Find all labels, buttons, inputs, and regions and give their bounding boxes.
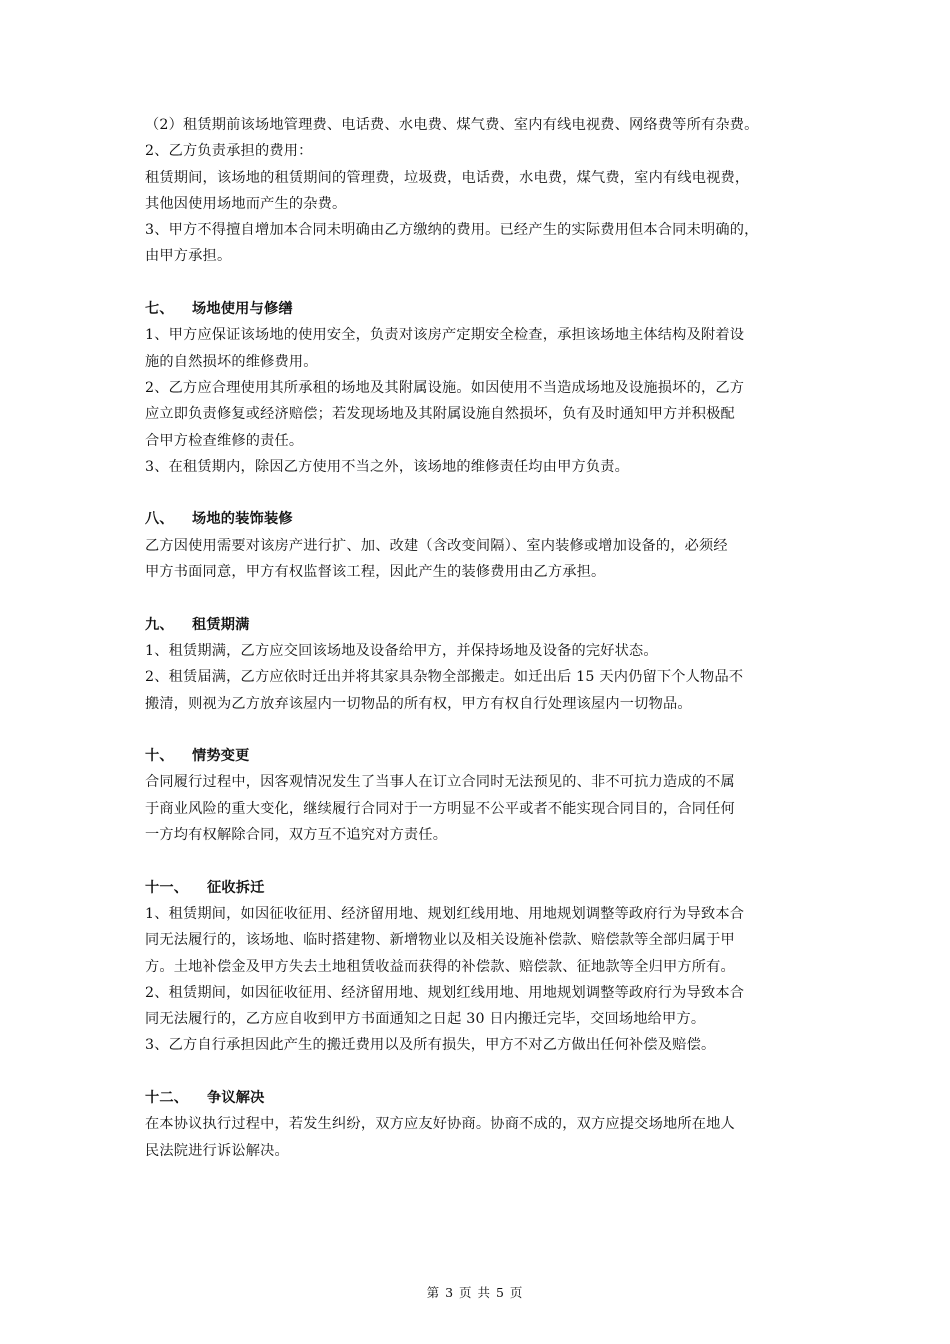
section-number: 七、 [145, 301, 174, 318]
section-number: 九、 [145, 616, 174, 633]
text-line: 1、租赁期满，乙方应交回该场地及设备给甲方，并保持场地及设备的完好状态。 [145, 642, 658, 659]
text-line: 同无法履行的，该场地、临时搭建物、新增物业以及相关设施补偿款、赔偿款等全部归属于甲 [145, 932, 735, 949]
section-heading [145, 743, 813, 769]
text-line: 1、甲方应保证该场地的使用安全，负责对该房产定期安全检查，承担该场地主体结构及附着设 [145, 327, 745, 344]
section-number: 八、 [145, 511, 174, 528]
text-line: （2）租赁期前该场地管理费、电话费、水电费、煤气费、室内有线电视费、网络费等所有杂费。 [145, 117, 759, 133]
text-line: 其他因使用场地而产生的杂费。 [145, 195, 347, 212]
section-heading [145, 296, 813, 322]
text-line: 2、乙方负责承担的费用： [145, 143, 313, 160]
text-line: 同无法履行的，乙方应自收到甲方书面通知之日起 30 日内搬迁完毕，交回场地给甲方。 [145, 1011, 706, 1028]
section-title: 租赁期满 [192, 616, 250, 633]
section-number: 十二、 [145, 1089, 189, 1106]
text-line: 方。土地补偿金及甲方失去土地租赁收益而获得的补偿款、赔偿款、征地款等全归甲方所有。 [145, 958, 735, 975]
text-line: 合甲方检查维修的责任。 [145, 432, 304, 449]
section-title: 争议解决 [207, 1089, 265, 1106]
text-line: 合同履行过程中，因客观情况发生了当事人在订立合同时无法预见的、非不可抗力造成的不属 [145, 774, 735, 791]
section-11 [145, 875, 813, 1059]
text-line: 施的自然损坏的维修费用。 [145, 353, 318, 370]
text-line: 3、乙方自行承担因此产生的搬迁费用以及所有损失，甲方不对乙方做出任何补偿及赔偿。 [145, 1037, 716, 1054]
text-line: 于商业风险的重大变化，继续履行合同对于一方明显不公平或者不能实现合同目的，合同任何 [145, 800, 735, 817]
section-heading [145, 1085, 813, 1111]
text-line: 一方均有权解除合同，双方互不追究对方责任。 [145, 827, 448, 844]
text-line: 2、租赁期间，如因征收征用、经济留用地、规划红线用地、用地规划调整等政府行为导致本合 [145, 984, 745, 1001]
section-number: 十、 [145, 748, 174, 765]
text-line: 2、乙方应合理使用其所承租的场地及其附属设施。如因使用不当造成场地及设施损坏的，乙方 [145, 379, 745, 396]
section-title: 情势变更 [192, 748, 250, 765]
section-9 [145, 612, 813, 717]
text-line: 3、在租赁期内，除因乙方使用不当之外，该场地的维修责任均由甲方负责。 [145, 458, 630, 475]
text-line: 1、租赁期间，如因征收征用、经济留用地、规划红线用地、用地规划调整等政府行为导致本合 [145, 905, 745, 922]
document-body [145, 112, 813, 1164]
text-line: 搬清，则视为乙方放弃该屋内一切物品的所有权，甲方有权自行处理该屋内一切物品。 [145, 695, 692, 712]
section-heading [145, 612, 813, 638]
page-number-footer: 第 3 页 共 5 页 [426, 1285, 524, 1300]
text-line: 2、租赁届满，乙方应依时迁出并将其家具杂物全部搬走。如迁出后 15 天内仍留下个人物品不 [145, 669, 744, 686]
section-12 [145, 1085, 813, 1164]
section-10 [145, 743, 813, 848]
section-title: 场地的装饰装修 [192, 511, 293, 528]
text-line: 租赁期间，该场地的租赁期间的管理费，垃圾费，电话费，水电费，煤气费，室内有线电视费， [145, 169, 750, 186]
text-line: 乙方因使用需要对该房产进行扩、加、改建（含改变间隔）、室内装修或增加设备的，必须经 [145, 537, 728, 554]
text-line: 由甲方承担。 [145, 248, 232, 265]
text-line: 民法院进行诉讼解决。 [145, 1142, 289, 1159]
text-line: 甲方书面同意，甲方有权监督该工程，因此产生的装修费用由乙方承担。 [145, 564, 606, 581]
intro-block [145, 112, 813, 270]
section-heading [145, 506, 813, 532]
section-heading [145, 875, 813, 901]
section-title: 场地使用与修缮 [192, 301, 293, 318]
text-line: 在本协议执行过程中，若发生纠纷，双方应友好协商。协商不成的，双方应提交场地所在地人 [145, 1116, 735, 1133]
section-title: 征收拆迁 [207, 879, 265, 896]
section-8 [145, 506, 813, 585]
section-number: 十一、 [145, 879, 189, 896]
text-line: 3、甲方不得擅自增加本合同未明确由乙方缴纳的费用。已经产生的实际费用但本合同未明确的， [145, 222, 759, 239]
text-line: 应立即负责修复或经济赔偿；若发现场地及其附属设施自然损坏，负有及时通知甲方并积极配 [145, 406, 735, 423]
section-7 [145, 296, 813, 480]
